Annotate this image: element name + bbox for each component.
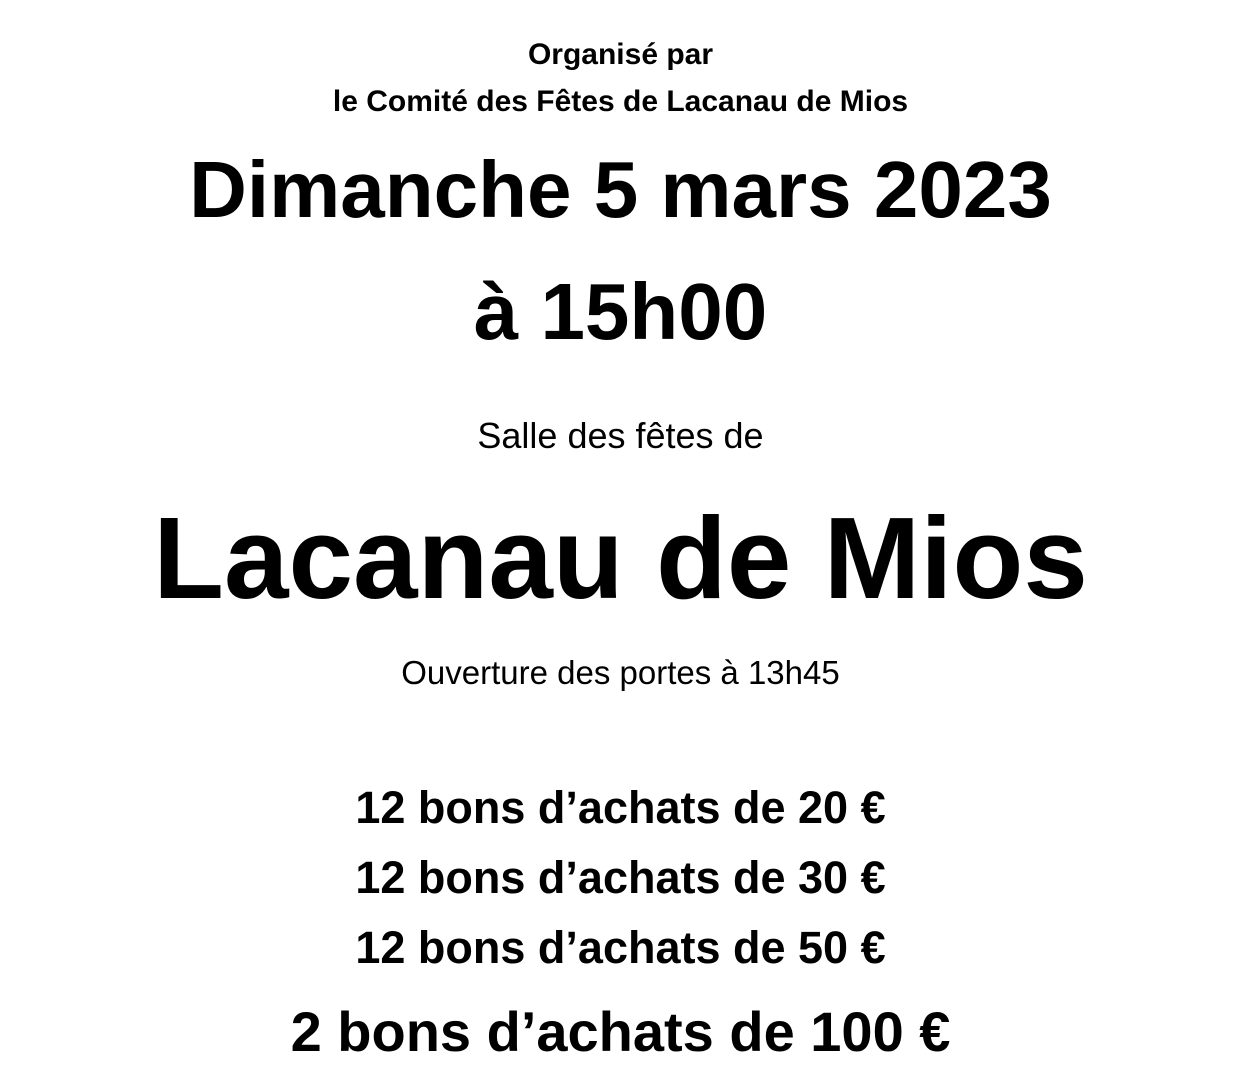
venue-name: Lacanau de Mios — [153, 493, 1088, 623]
organiser-name: le Comité des Fêtes de Lacanau de Mios — [332, 85, 909, 118]
event-time: à 15h00 — [473, 267, 768, 356]
prize-item: 12 bons d’achats de 30 € — [355, 852, 886, 903]
organised-by-label: Organisé par — [527, 38, 714, 71]
doors-opening-time: Ouverture des portes à 13h45 — [401, 654, 840, 691]
prize-item-highlight: 2 bons d’achats de 100 € — [290, 1000, 951, 1063]
event-date: Dimanche 5 mars 2023 — [189, 145, 1052, 234]
prize-item: 12 bons d’achats de 50 € — [355, 922, 886, 973]
venue-prefix: Salle des fêtes de — [477, 415, 764, 456]
prize-item: 12 bons d’achats de 20 € — [355, 782, 886, 833]
